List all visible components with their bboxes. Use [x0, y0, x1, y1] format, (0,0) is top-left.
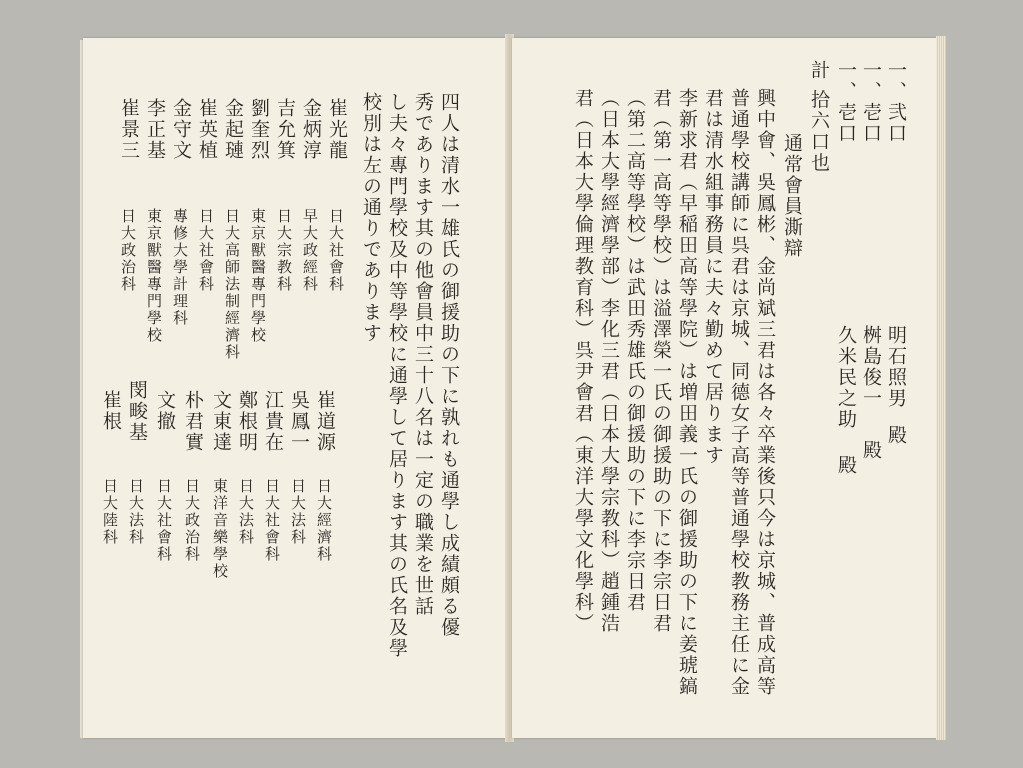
student-name: 文撤 [154, 390, 176, 432]
student-name: 崔道源 [314, 390, 336, 453]
header-line-1: 一、弐口 [885, 60, 907, 144]
student-name: 金守文 [170, 98, 192, 161]
student-school: 日大法科 [289, 478, 307, 546]
student-school: 日大政治科 [119, 208, 137, 293]
student-school: 日大法科 [127, 478, 145, 546]
paragraph-line: 校別は左の通りであります [360, 92, 382, 344]
student-name: 吳鳳一 [288, 390, 310, 453]
paragraph-line: 李新求君（早稲田高等學院）は増田義一氏の御援助の下に姜琥鎬 [676, 88, 698, 697]
paragraph-line: 君（日本大學倫理教育科）呉尹會君（東洋大學文化學科） [572, 88, 594, 634]
paragraph-line: 秀であります其の他會員中三十八名は一定の職業を世話 [412, 92, 434, 617]
student-school: 東洋音樂學校 [211, 478, 229, 580]
student-school: 東京獸醫專門學校 [249, 208, 267, 344]
student-school: 早大政經科 [301, 208, 319, 293]
student-name: 文東達 [210, 390, 232, 453]
header-line-3: 一、壱口 [835, 60, 857, 144]
recipient-name: 明石照男 [885, 325, 907, 409]
paragraph-line: （日本大學經濟學部）李化三君（日本大學宗教科）趙鍾浩 [598, 88, 620, 634]
honorific: 殿 [860, 440, 882, 461]
paragraph-line: 君（第一高等學校）は溢澤榮一氏の御援助の下に李宗日君 [650, 88, 672, 634]
paragraph-line: 君は清水組事務員に夫々勤めて居ります [702, 88, 724, 466]
student-name: 鄭根明 [236, 390, 258, 453]
header-line-2: 一、壱口 [860, 60, 882, 144]
page-edge-right [936, 36, 946, 740]
student-name: 崔光龍 [326, 98, 348, 161]
honorific: 殿 [885, 425, 907, 446]
student-name: 李正基 [144, 98, 166, 161]
student-name: 崔景三 [118, 98, 140, 161]
student-name: 閔畯基 [126, 380, 148, 443]
student-name: 金起璉 [222, 98, 244, 161]
paragraph-line: 四人は清水一雄氏の御援助の下に孰れも通學し成績頗る優 [438, 92, 460, 638]
student-school: 日大陸科 [101, 478, 119, 546]
student-school: 日大高師法制經濟科 [223, 208, 241, 361]
student-school: 日大法科 [237, 478, 255, 546]
header-line-4: 計 拾六口也 [808, 60, 830, 174]
student-school: 日大社會科 [155, 478, 173, 563]
student-name: 劉奎烈 [248, 98, 270, 161]
student-school: 日大社會科 [327, 208, 345, 293]
student-name: 金炳淳 [300, 98, 322, 161]
student-school: 日大宗教科 [275, 208, 293, 293]
student-name: 朴君實 [182, 390, 204, 453]
student-school: 專修大學計理科 [171, 208, 189, 327]
student-name: 崔根 [100, 390, 122, 432]
recipient-name: 桝島俊一 [860, 325, 882, 409]
student-school: 日大經濟科 [315, 478, 333, 563]
student-school: 日大社會科 [197, 208, 215, 293]
student-school: 東京獸醫專門學校 [145, 208, 163, 344]
student-school: 日大政治科 [183, 478, 201, 563]
paragraph-line: （第二高等學校）は武田秀雄氏の御援助の下に李宗日君 [624, 88, 646, 613]
section-title: 通常會員澌辯 [781, 133, 803, 259]
student-school: 日大社會科 [263, 478, 281, 563]
student-name: 江貴在 [262, 390, 284, 453]
recipient-name: 久米民之助 [835, 325, 857, 430]
paragraph-line: 興中會、吳鳳彬、金尚斌三君は各々卒業後只今は京城、普成高等 [754, 88, 776, 697]
paragraph-line: し夫々專門學校及中等學校に通學して居ります其の氏名及學 [386, 92, 408, 659]
paragraph-line: 普通學校講師に呉君は京城、同德女子高等普通學校教務主任に金 [728, 88, 750, 697]
student-name: 崔英植 [196, 98, 218, 161]
honorific: 殿 [835, 455, 857, 476]
student-name: 吉允箕 [274, 98, 296, 161]
